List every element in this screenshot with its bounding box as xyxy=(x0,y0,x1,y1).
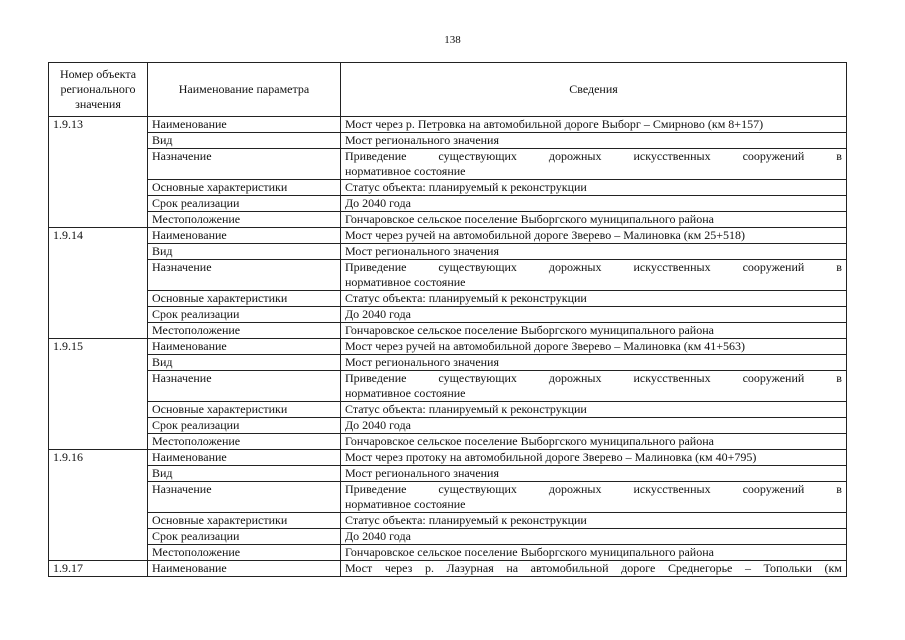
details-cell xyxy=(341,196,847,212)
parameter-name-cell: Срок реализации xyxy=(148,529,341,545)
details-word: в xyxy=(836,149,842,163)
parameter-name-cell: Основные характеристики xyxy=(148,180,341,196)
details-word: через xyxy=(384,561,413,575)
details-text: Гончаровское сельское поселение Выборгского муниципального района xyxy=(345,434,714,448)
details-text: Мост регионального значения xyxy=(345,355,500,369)
parameter-name-cell: Вид xyxy=(148,133,341,149)
table-row xyxy=(49,180,847,196)
table-row xyxy=(49,291,847,307)
parameter-name-cell: Назначение xyxy=(148,260,341,291)
table-row xyxy=(49,371,847,402)
details-word: Топольки xyxy=(763,561,812,575)
details-cell xyxy=(341,323,847,339)
details-cell xyxy=(341,228,847,244)
details-word: дорожных xyxy=(548,149,602,163)
details-continuation-line: нормативное состояние xyxy=(345,164,466,178)
details-text: Статус объекта: планируемый к реконструкции xyxy=(345,402,587,416)
object-number-cell: 1.9.14 xyxy=(49,228,148,339)
details-cell xyxy=(341,450,847,466)
parameter-name-cell: Местоположение xyxy=(148,323,341,339)
details-word: р. xyxy=(424,561,434,575)
table-row xyxy=(49,482,847,513)
details-word: Приведение xyxy=(345,371,407,385)
details-text: Гончаровское сельское поселение Выборгского муниципального района xyxy=(345,212,714,226)
parameter-name-cell: Местоположение xyxy=(148,212,341,228)
details-justified-line xyxy=(345,561,842,576)
header-details: Сведения xyxy=(341,63,847,117)
parameter-name-cell: Назначение xyxy=(148,371,341,402)
details-word: в xyxy=(836,371,842,385)
details-cell xyxy=(341,434,847,450)
details-cell xyxy=(341,513,847,529)
details-cell xyxy=(341,466,847,482)
details-cell xyxy=(341,355,847,371)
details-cell xyxy=(341,307,847,323)
details-word: искусственных xyxy=(633,482,711,496)
details-text: Статус объекта: планируемый к реконструкции xyxy=(345,180,587,194)
details-word: дорожных xyxy=(548,482,602,496)
table-row xyxy=(49,260,847,291)
details-word: существующих xyxy=(438,260,517,274)
details-cell xyxy=(341,212,847,228)
details-word: дорожных xyxy=(548,371,602,385)
details-cell xyxy=(341,418,847,434)
details-cell xyxy=(341,339,847,355)
details-word: в xyxy=(836,260,842,274)
details-word: автомобильной xyxy=(530,561,609,575)
details-word: существующих xyxy=(438,149,517,163)
table-row xyxy=(49,466,847,482)
object-number-cell: 1.9.16 xyxy=(49,450,148,561)
details-text: До 2040 года xyxy=(345,307,411,321)
parameter-name-cell: Срок реализации xyxy=(148,418,341,434)
details-word: Лазурная xyxy=(446,561,494,575)
details-word: сооружений xyxy=(742,149,805,163)
details-cell xyxy=(341,149,847,180)
details-justified-line xyxy=(345,260,842,275)
table-row xyxy=(49,561,847,577)
details-continuation-line: нормативное состояние xyxy=(345,497,466,511)
details-cell xyxy=(341,180,847,196)
details-cell xyxy=(341,244,847,260)
details-text: Статус объекта: планируемый к реконструкции xyxy=(345,513,587,527)
table-row xyxy=(49,450,847,466)
details-cell xyxy=(341,371,847,402)
header-object-number: Номер объекта регионального значения xyxy=(49,63,148,117)
details-cell xyxy=(341,133,847,149)
table-row xyxy=(49,117,847,133)
details-continuation-line: нормативное состояние xyxy=(345,386,466,400)
details-text: До 2040 года xyxy=(345,196,411,210)
table-body xyxy=(49,117,847,577)
parameter-name-cell: Назначение xyxy=(148,482,341,513)
details-word: существующих xyxy=(438,482,517,496)
details-word: Приведение xyxy=(345,260,407,274)
table-row xyxy=(49,402,847,418)
details-justified-line xyxy=(345,482,842,497)
table-row xyxy=(49,149,847,180)
parameter-name-cell: Наименование xyxy=(148,228,341,244)
table-row xyxy=(49,307,847,323)
parameter-name-cell: Вид xyxy=(148,466,341,482)
table-row xyxy=(49,228,847,244)
details-cell xyxy=(341,117,847,133)
details-word: сооружений xyxy=(742,482,805,496)
details-text: Мост через ручей на автомобильной дороге Зверево – Малиновка (км 25+518) xyxy=(345,228,745,242)
details-cell xyxy=(341,545,847,561)
details-word: – xyxy=(744,561,751,575)
details-word: искусственных xyxy=(633,260,711,274)
details-justified-line xyxy=(345,371,842,386)
details-text: До 2040 года xyxy=(345,418,411,432)
details-text: Мост через протоку на автомобильной дороге Зверево – Малиновка (км 40+795) xyxy=(345,450,757,464)
details-text: Статус объекта: планируемый к реконструкции xyxy=(345,291,587,305)
parameter-name-cell: Срок реализации xyxy=(148,307,341,323)
details-word: искусственных xyxy=(633,371,711,385)
details-cell xyxy=(341,291,847,307)
details-word: Приведение xyxy=(345,482,407,496)
details-text: До 2040 года xyxy=(345,529,411,543)
details-word: на xyxy=(506,561,519,575)
details-text: Мост через ручей на автомобильной дороге Зверево – Малиновка (км 41+563) xyxy=(345,339,745,353)
details-word: существующих xyxy=(438,371,517,385)
details-text: Гончаровское сельское поселение Выборгского муниципального района xyxy=(345,323,714,337)
parameter-name-cell: Местоположение xyxy=(148,434,341,450)
details-text: Мост регионального значения xyxy=(345,244,500,258)
parameter-name-cell: Основные характеристики xyxy=(148,291,341,307)
details-cell xyxy=(341,482,847,513)
details-cell xyxy=(341,402,847,418)
table-row xyxy=(49,513,847,529)
table-header-row xyxy=(49,63,847,117)
header-parameter-name: Наименование параметра xyxy=(148,63,341,117)
parameter-name-cell: Назначение xyxy=(148,149,341,180)
table-row xyxy=(49,339,847,355)
parameter-name-cell: Основные характеристики xyxy=(148,402,341,418)
details-word: (км xyxy=(824,561,842,575)
parameter-name-cell: Наименование xyxy=(148,117,341,133)
table-row xyxy=(49,545,847,561)
details-cell xyxy=(341,529,847,545)
parameter-name-cell: Вид xyxy=(148,244,341,260)
details-continuation-line: нормативное состояние xyxy=(345,275,466,289)
parameter-name-cell: Основные характеристики xyxy=(148,513,341,529)
page-number: 138 xyxy=(444,34,461,46)
details-text: Мост регионального значения xyxy=(345,466,500,480)
details-word: сооружений xyxy=(742,371,805,385)
table-row xyxy=(49,434,847,450)
details-word: Среднегорье xyxy=(667,561,733,575)
details-word: Мост xyxy=(345,561,373,575)
details-word: дороге xyxy=(621,561,656,575)
object-number-cell: 1.9.13 xyxy=(49,117,148,228)
details-cell xyxy=(341,260,847,291)
details-cell xyxy=(341,561,847,577)
regional-objects-table xyxy=(48,62,847,577)
details-word: сооружений xyxy=(742,260,805,274)
details-text: Мост через р. Петровка на автомобильной дороге Выборг – Смирново (км 8+157) xyxy=(345,117,764,131)
parameter-name-cell: Вид xyxy=(148,355,341,371)
parameter-name-cell: Срок реализации xyxy=(148,196,341,212)
details-text: Гончаровское сельское поселение Выборгского муниципального района xyxy=(345,545,714,559)
table-row xyxy=(49,133,847,149)
details-word: искусственных xyxy=(633,149,711,163)
parameter-name-cell: Местоположение xyxy=(148,545,341,561)
parameter-name-cell: Наименование xyxy=(148,339,341,355)
table-row xyxy=(49,244,847,260)
table-row xyxy=(49,323,847,339)
parameter-name-cell: Наименование xyxy=(148,450,341,466)
details-text: Мост регионального значения xyxy=(345,133,500,147)
object-number-cell: 1.9.17 xyxy=(49,561,148,577)
details-word: дорожных xyxy=(548,260,602,274)
table-row xyxy=(49,529,847,545)
details-justified-line xyxy=(345,149,842,164)
object-number-cell: 1.9.15 xyxy=(49,339,148,450)
details-word: Приведение xyxy=(345,149,407,163)
table-row xyxy=(49,196,847,212)
details-word: в xyxy=(836,482,842,496)
table-row xyxy=(49,418,847,434)
table-row xyxy=(49,212,847,228)
table-row xyxy=(49,355,847,371)
parameter-name-cell: Наименование xyxy=(148,561,341,577)
